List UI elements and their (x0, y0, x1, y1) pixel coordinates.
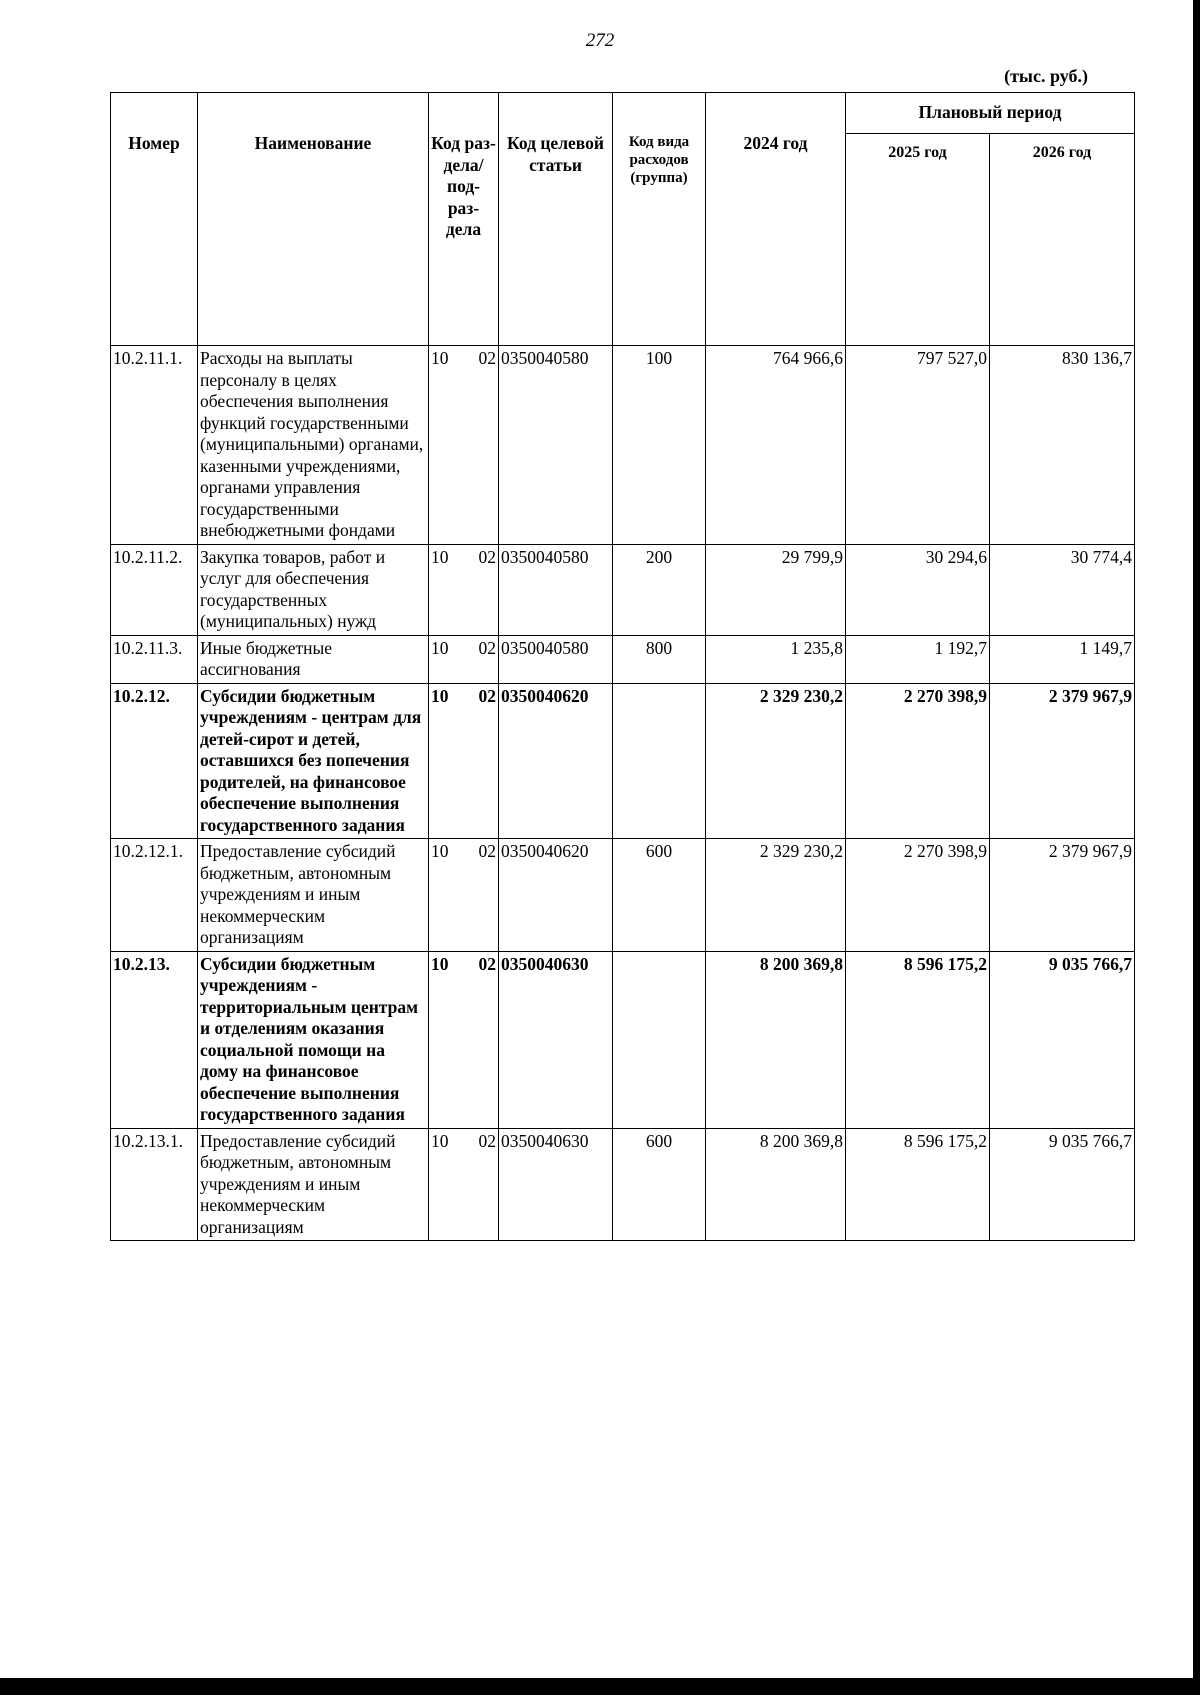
row-section-code: 10 (431, 546, 449, 567)
budget-table (110, 92, 1135, 1241)
row-expense-type: 600 (613, 1128, 706, 1241)
row-amount-2025: 1 192,7 (846, 635, 990, 683)
row-expense-type: 800 (613, 635, 706, 683)
row-target-code: 0350040620 (499, 839, 613, 952)
row-amount-2026: 2 379 967,9 (990, 683, 1135, 839)
row-amount-2024: 29 799,9 (706, 544, 846, 635)
table-row (111, 346, 1135, 545)
row-amount-2024: 2 329 230,2 (706, 683, 846, 839)
row-number: 10.2.11.3. (111, 635, 198, 683)
table-body (111, 346, 1135, 1241)
row-amount-2026: 2 379 967,9 (990, 839, 1135, 952)
row-target-code: 0350040580 (499, 635, 613, 683)
row-amount-2026: 830 136,7 (990, 346, 1135, 545)
row-razdel (429, 635, 499, 683)
header-2024: 2024 год (706, 93, 846, 346)
table-row (111, 683, 1135, 839)
row-number: 10.2.11.2. (111, 544, 198, 635)
table-row (111, 635, 1135, 683)
row-section-code: 10 (431, 953, 449, 974)
row-amount-2025: 8 596 175,2 (846, 1128, 990, 1241)
scan-border-right (1193, 0, 1200, 1695)
row-section-code: 10 (431, 637, 449, 658)
row-section-code: 10 (431, 841, 449, 861)
row-name: Субсидии бюджетным учреждениям - центрам для детей-сирот и детей, оставшихся без попечения родителей, на финансовое обеспечение выполнения государственного задания (198, 683, 429, 839)
row-amount-2024: 8 200 369,8 (706, 951, 846, 1128)
row-name: Иные бюджетные ассигнования (198, 635, 429, 683)
table-row (111, 1128, 1135, 1241)
row-number: 10.2.13.1. (111, 1128, 198, 1241)
row-amount-2025: 30 294,6 (846, 544, 990, 635)
units-label: (тыс. руб.) (1004, 66, 1088, 86)
row-subsection-code: 02 (478, 841, 496, 861)
row-name: Предоставление субсидий бюджетным, автономным учреждениям и иным некоммерческим организациям (198, 839, 429, 952)
row-subsection-code: 02 (478, 348, 496, 368)
row-subsection-code: 02 (478, 637, 496, 658)
row-name: Закупка товаров, работ и услуг для обеспечения государственных (муниципальных) нужд (198, 544, 429, 635)
row-expense-type (613, 951, 706, 1128)
row-amount-2024: 8 200 369,8 (706, 1128, 846, 1241)
row-expense-type (613, 683, 706, 839)
row-amount-2024: 2 329 230,2 (706, 839, 846, 952)
header-vid: Код вида расходов (группа) (613, 93, 706, 346)
row-target-code: 0350040580 (499, 544, 613, 635)
row-number: 10.2.12.1. (111, 839, 198, 952)
table-row (111, 951, 1135, 1128)
row-number: 10.2.13. (111, 951, 198, 1128)
row-subsection-code: 02 (478, 685, 496, 706)
row-target-code: 0350040630 (499, 951, 613, 1128)
row-subsection-code: 02 (478, 546, 496, 567)
row-subsection-code: 02 (478, 1130, 496, 1151)
row-amount-2026: 9 035 766,7 (990, 951, 1135, 1128)
header-razdel: Код раз- дела/ под- раз- дела (429, 93, 499, 346)
row-amount-2024: 764 966,6 (706, 346, 846, 545)
scan-border-bottom (0, 1678, 1200, 1695)
row-expense-type: 100 (613, 346, 706, 545)
row-expense-type: 200 (613, 544, 706, 635)
table-row (111, 839, 1135, 952)
row-number: 10.2.11.1. (111, 346, 198, 545)
row-amount-2025: 797 527,0 (846, 346, 990, 545)
row-name: Расходы на выплаты персоналу в целях обеспечения выполнения функций государственными (муниципальными) органами, казенными учреждениями, органами управления государственными внебюджетными фондами (198, 346, 429, 545)
header-name: Наименование (198, 93, 429, 346)
row-amount-2026: 1 149,7 (990, 635, 1135, 683)
row-razdel (429, 1128, 499, 1241)
header-target: Код целевой статьи (499, 93, 613, 346)
row-target-code: 0350040630 (499, 1128, 613, 1241)
row-razdel (429, 951, 499, 1128)
row-razdel (429, 683, 499, 839)
row-amount-2026: 9 035 766,7 (990, 1128, 1135, 1241)
row-target-code: 0350040580 (499, 346, 613, 545)
row-razdel (429, 839, 499, 952)
row-name: Субсидии бюджетным учреждениям - территориальным центрам и отделениям оказания социальной помощи на дому на финансовое обеспечение выполнения государственного задания (198, 951, 429, 1128)
header-number: Номер (111, 93, 198, 346)
row-name: Предоставление субсидий бюджетным, автономным учреждениям и иным некоммерческим организациям (198, 1128, 429, 1241)
row-amount-2026: 30 774,4 (990, 544, 1135, 635)
row-amount-2024: 1 235,8 (706, 635, 846, 683)
header-2026: 2026 год (990, 133, 1135, 345)
header-2025: 2025 год (846, 133, 990, 345)
header-planned-period: Плановый период (846, 93, 1135, 134)
row-section-code: 10 (431, 685, 449, 706)
row-target-code: 0350040620 (499, 683, 613, 839)
row-number: 10.2.12. (111, 683, 198, 839)
row-razdel (429, 346, 499, 545)
row-amount-2025: 8 596 175,2 (846, 951, 990, 1128)
row-section-code: 10 (431, 348, 449, 368)
row-expense-type: 600 (613, 839, 706, 952)
page-number: 272 (585, 30, 615, 51)
table-row (111, 544, 1135, 635)
row-section-code: 10 (431, 1130, 449, 1151)
row-amount-2025: 2 270 398,9 (846, 683, 990, 839)
row-razdel (429, 544, 499, 635)
row-subsection-code: 02 (478, 953, 496, 974)
row-amount-2025: 2 270 398,9 (846, 839, 990, 952)
